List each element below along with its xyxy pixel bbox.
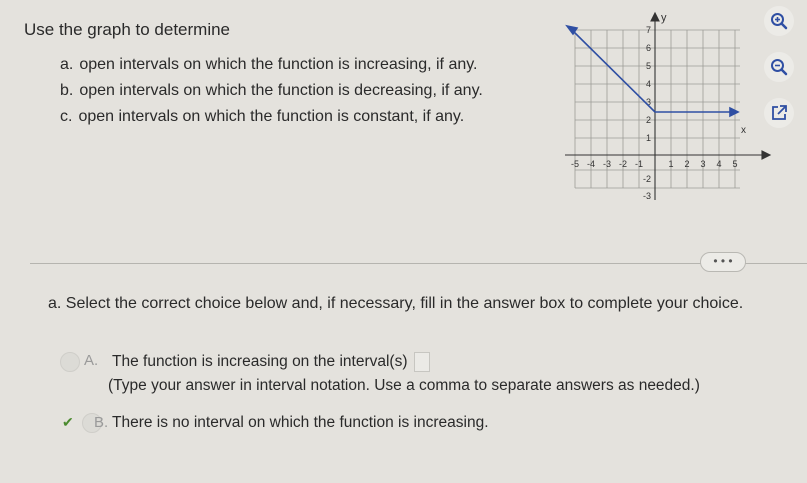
y-tick-label: 1 [645,133,651,143]
question-item-c [60,108,464,126]
x-tick-label: -2 [618,159,628,169]
y-tick-label: -2 [642,174,651,184]
item-letter: a. [60,56,74,73]
section-divider [30,263,807,264]
zoom-out-icon [769,57,789,77]
item-text: open intervals on which the function is increasing, if any. [79,56,478,73]
item-letter: c. [60,108,73,125]
x-tick-label: 4 [716,159,722,169]
popout-button[interactable] [764,98,794,128]
x-tick-label: -5 [570,159,580,169]
function-line [567,26,738,116]
popout-icon [769,103,789,123]
item-text: open intervals on which the function is decreasing, if any. [79,82,483,99]
y-tick-label: 5 [645,61,651,71]
choice-a-text: The function is increasing on the interval(s) [112,353,408,371]
x-tick-label: -3 [602,159,612,169]
choice-a-hint: (Type your answer in interval notation. Use a comma to separate answers as needed.) [108,377,700,394]
y-axis-label: y [661,12,667,24]
grid [575,30,740,188]
question-item-a [60,56,478,74]
question-title: Use the graph to determine [24,20,231,39]
choice-a-text-row [112,352,430,372]
item-letter: b. [60,82,74,99]
y-tick-labels [643,25,651,201]
y-tick-label: 7 [645,25,651,35]
zoom-in-icon [769,11,789,31]
axes [565,13,770,200]
x-tick-labels [571,159,738,169]
y-tick-label: 2 [645,115,651,125]
function-graph [560,10,775,205]
part-a-instruction: a. Select the correct choice below and, if necessary, fill in the answer box to complete your choice. [48,295,744,312]
y-tick-label: -3 [642,191,651,201]
y-tick-label: 3 [645,97,651,107]
y-tick-label: 6 [645,43,651,53]
choice-a-radio[interactable] [60,352,80,372]
y-tick-label: 4 [645,79,651,89]
x-tick-label: 1 [668,159,674,169]
expand-more-button[interactable]: • • • [700,252,746,272]
selected-check-icon: ✔ [62,414,74,430]
x-axis-label: x [741,125,746,136]
item-text: open intervals on which the function is constant, if any. [78,108,465,125]
x-tick-label: -4 [586,159,596,169]
zoom-out-button[interactable] [764,52,794,82]
x-tick-label: 3 [700,159,706,169]
choice-b-text: There is no interval on which the function is increasing. [112,414,489,431]
choice-a-letter: A. [84,352,99,369]
question-item-b [60,82,483,100]
zoom-in-button[interactable] [764,6,794,36]
x-tick-label: -1 [634,159,644,169]
interval-answer-box[interactable] [414,352,430,372]
choice-b-letter: B. [94,414,109,431]
x-tick-label: 2 [684,159,690,169]
x-tick-label: 5 [732,159,738,169]
